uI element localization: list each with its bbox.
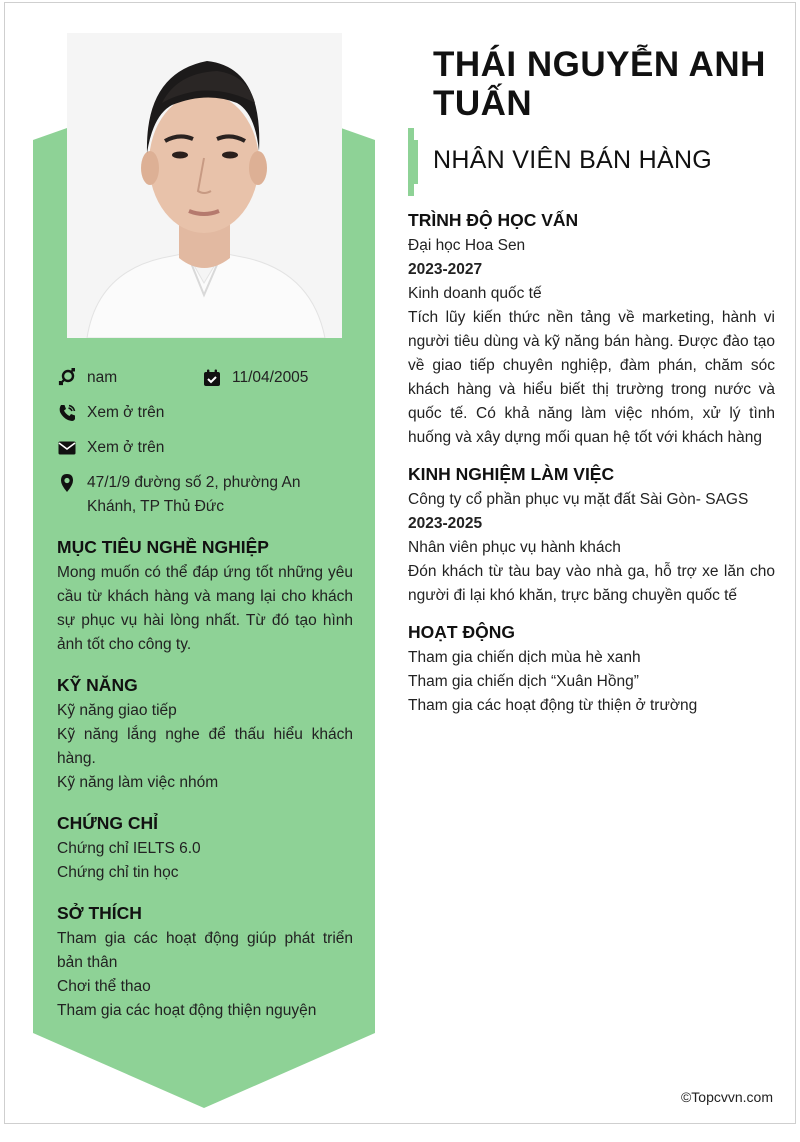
person-photo-icon [67,33,342,338]
address-row [57,471,353,519]
phone-row [57,401,353,425]
activities-title: HOẠT ĐỘNG [408,622,515,642]
profile-photo [67,33,342,338]
skill-item: Kỹ năng giao tiếp [57,702,177,719]
gender-birthday-row [57,366,353,390]
birthday-item [202,366,347,390]
hobby-item: Tham gia các hoạt động thiện nguyện [57,1002,317,1019]
activities-section [408,619,775,718]
skill-item: Kỹ năng lắng nghe để thấu hiểu khách hàng. [57,726,353,767]
job-title: NHÂN VIÊN BÁN HÀNG [433,146,713,174]
gender-icon [57,368,77,388]
experience-description: Đón khách từ tàu bay vào nhà ga, hỗ trợ xe lăn cho người đi lại khó khăn, trực băng chuyền quốc tế [408,563,775,604]
calendar-icon [202,368,222,388]
experience-position: Nhân viên phục vụ hành khách [408,539,621,556]
education-description: Tích lũy kiến thức nền tảng về marketing, hành vi người tiêu dùng và kỹ năng bán hàng. Được đào tạo về giao tiếp chuyên nghiệp, đàm phán, chăm sóc khách hàng và hiểu biết thị trường trong nước và quốc tế. Có khả năng làm việc nhóm, xử lý tình huống và xây dựng mối quan hệ tốt với khách hàng [408,309,775,446]
activity-item: Tham gia các hoạt động từ thiện ở trường [408,697,698,714]
birthday-value: 11/04/2005 [232,369,309,386]
location-pin-icon [57,473,77,493]
gender-item [57,366,202,390]
email-row [57,436,353,460]
phone-value: Xem ở trên [87,404,165,421]
activity-item: Tham gia chiến dịch “Xuân Hồng” [408,673,639,690]
email-value: Xem ở trên [87,439,165,456]
education-title: TRÌNH ĐỘ HỌC VẤN [408,210,579,230]
certificates-title: CHỨNG CHỈ [57,813,159,833]
gender-value: nam [87,369,118,386]
main-content [408,207,775,729]
education-major: Kinh doanh quốc tế [408,285,542,302]
education-section [408,207,775,450]
experience-company: Công ty cổ phần phục vụ mặt đất Sài Gòn- SAGS [408,491,749,508]
objective-title: MỤC TIÊU NGHỀ NGHIỆP [57,537,269,557]
phone-icon [57,403,77,423]
objective-text: Mong muốn có thể đáp ứng tốt những yêu cầu từ khách hàng và mang lại cho khách sự phục vụ hài lòng nhất. Từ đó tạo hình ảnh tốt cho công ty. [57,564,353,653]
skills-title: KỸ NĂNG [57,675,138,695]
certificate-item: Chứng chỉ IELTS 6.0 [57,840,201,857]
hobby-item: Chơi thể thao [57,978,151,995]
activity-item: Tham gia chiến dịch mùa hè xanh [408,649,641,666]
education-period: 2023-2027 [408,261,483,278]
sidebar-content [57,366,353,1023]
email-icon [57,438,77,458]
title-accent-bar-inner [414,140,418,184]
watermark: ©Topcvvn.com [680,1089,773,1105]
skill-item: Kỹ năng làm việc nhóm [57,774,219,791]
certificate-item: Chứng chỉ tin học [57,864,179,881]
experience-title: KINH NGHIỆM LÀM VIỆC [408,464,615,484]
experience-section [408,461,775,608]
hobby-item: Tham gia các hoạt động giúp phát triển bản thân [57,930,353,971]
education-school: Đại học Hoa Sen [408,237,526,254]
address-value: 47/1/9 đường số 2, phường An Khánh, TP Thủ Đức [87,474,301,515]
experience-period: 2023-2025 [408,515,483,532]
candidate-name: THÁI NGUYỄN ANH TUẤN [433,45,766,123]
hobbies-title: SỞ THÍCH [57,903,142,923]
